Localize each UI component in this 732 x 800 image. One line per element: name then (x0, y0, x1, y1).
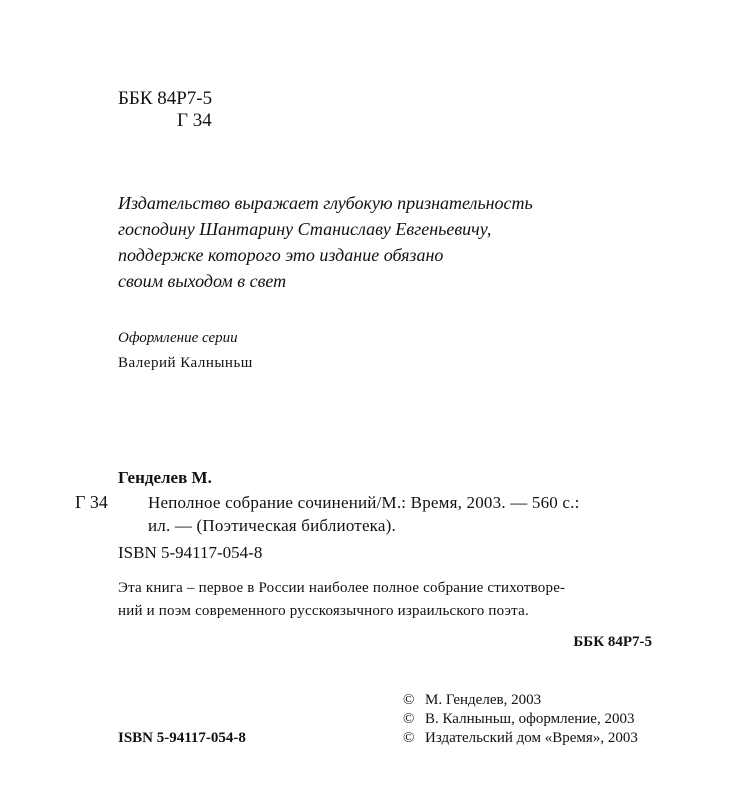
author-index: Г 34 (177, 110, 212, 131)
copyright-symbol: © (403, 730, 415, 746)
footer-isbn: ISBN 5-94117-054-8 (118, 730, 246, 746)
copyright-symbol: © (403, 711, 415, 727)
catalog-bbk: ББК 84Р7-5 (573, 634, 652, 650)
copyright-line (403, 692, 541, 709)
bbk-code: ББК 84Р7-5 (118, 88, 213, 109)
catalog-author: Генделев М. (118, 468, 212, 487)
copyright-line (403, 730, 638, 747)
copyright-symbol: © (403, 692, 415, 708)
bibliographic-line: ил. — (Поэтическая библиотека). (148, 516, 396, 535)
catalog-isbn: ISBN 5-94117-054-8 (118, 543, 263, 562)
series-design-label: Оформление серии (118, 330, 238, 346)
copyright-line (403, 711, 634, 728)
acknowledgement-line: поддержке которого это издание обязано (118, 245, 444, 265)
acknowledgement-line: господину Шантарину Станиславу Евгеньевичу, (118, 219, 492, 239)
copyright-text: М. Генделев, 2003 (425, 692, 542, 708)
catalog-index: Г 34 (75, 492, 108, 512)
annotation-line: ний и поэм современного русскоязычного израильского поэта. (118, 603, 529, 619)
series-designer-name: Валерий Калныньш (118, 355, 253, 371)
copyright-text: Издательский дом «Время», 2003 (425, 730, 638, 746)
bibliographic-line: Неполное собрание сочинений/М.: Время, 2003. — 560 с.: (148, 493, 580, 512)
acknowledgement-line: своим выходом в свет (118, 271, 287, 291)
acknowledgement-line: Издательство выражает глубокую признательность (118, 193, 533, 213)
annotation-line: Эта книга – первое в России наиболее полное собрание стихотворе- (118, 580, 566, 596)
copyright-text: В. Калныньш, оформление, 2003 (425, 711, 635, 727)
